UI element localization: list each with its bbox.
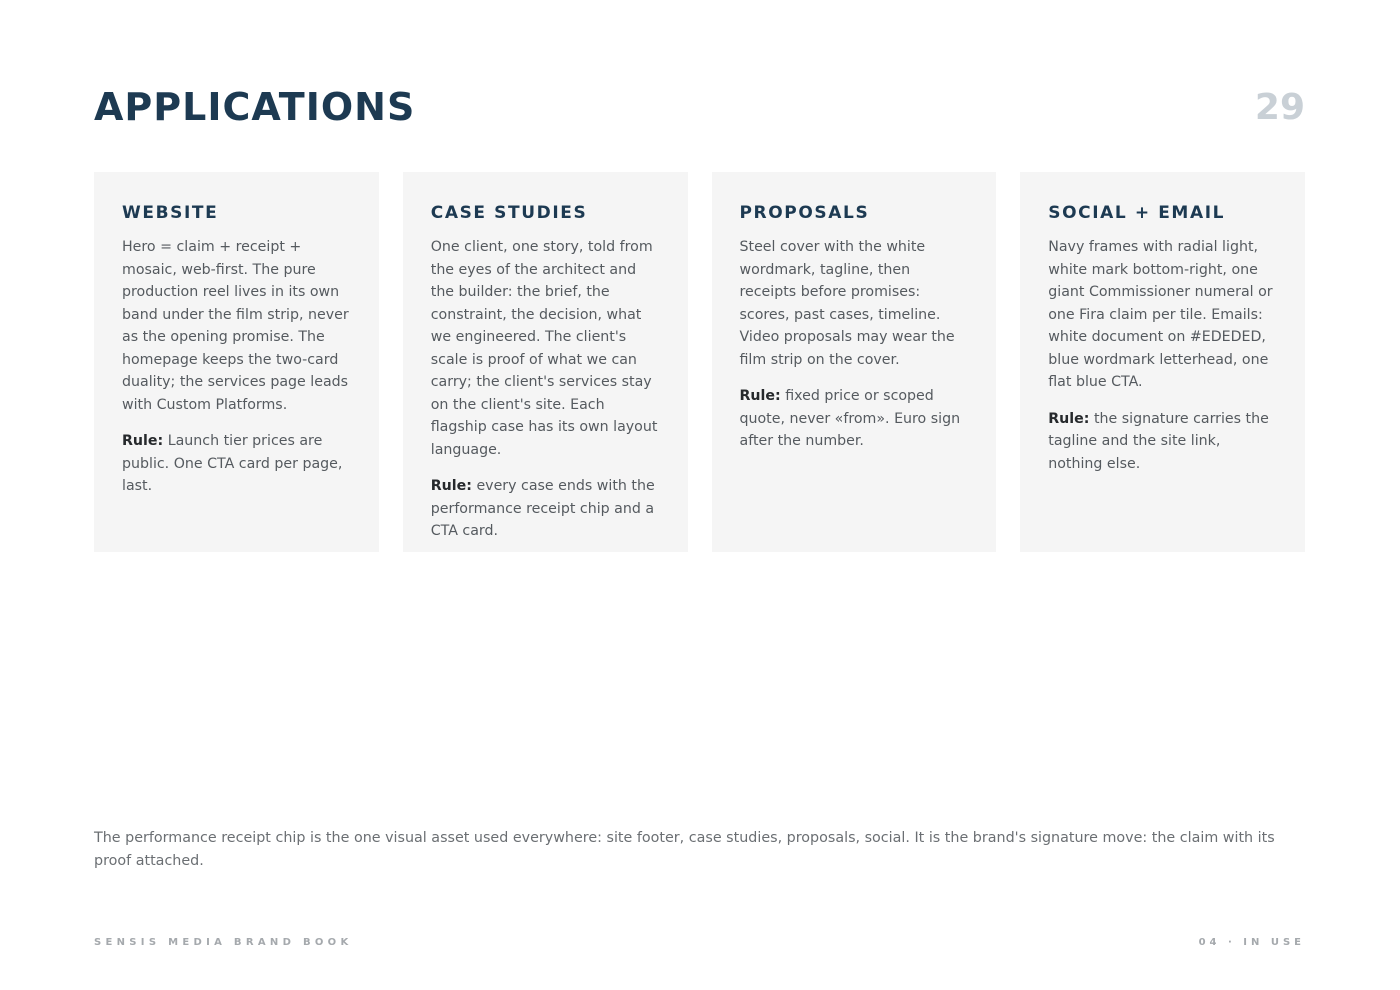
card-heading: SOCIAL + EMAIL (1048, 203, 1226, 223)
page-number: 29 (1254, 87, 1305, 128)
card-heading: WEBSITE (122, 203, 219, 223)
rule-text: the signature carries the tagline and the site link, nothing else. (1048, 410, 1269, 472)
card-proposals (712, 172, 997, 552)
card-body: Navy frames with radial light, white mark bottom-right, one giant Commissioner numeral or one Fira claim per tile. Emails: white document on #EDEDED, blue wordmark letterhead, one flat blue CTA. (1048, 239, 1273, 390)
card-rule (740, 385, 969, 453)
rule-text: fixed price or scoped quote, never «from». Euro sign after the number. (739, 388, 961, 449)
card-body: One client, one story, told from the eyes of the architect and the builder: the brief, the constraint, the decision, what we engineered. The client's scale is proof of what we can carry; the client's services stay on the client's site. Each flagship case has its own layout language. (430, 239, 658, 458)
card-rule (431, 475, 660, 543)
card-rule (1048, 408, 1277, 476)
card-rule (122, 430, 351, 498)
application-cards (94, 172, 1305, 552)
card-body: Hero = claim + receipt + mosaic, web-first. The pure production reel lives in its own band under the film strip, never as the opening promise. The homepage keeps the two-card duality; the services page leads with Custom Platforms. (122, 239, 349, 413)
footer-section: 04 · IN USE (1198, 937, 1305, 948)
rule-text: Launch tier prices are public. One CTA card per page, last. (122, 433, 343, 494)
card-social-email (1020, 172, 1305, 552)
rule-label: Rule: (1048, 410, 1090, 427)
card-heading: PROPOSALS (739, 203, 870, 223)
rule-label: Rule: (739, 388, 781, 404)
card-website (94, 172, 379, 552)
footnote: The performance receipt chip is the one visual asset used everywhere: site footer, case studies, proposals, social. It is the brand's signature move: the claim with its proof attached. (94, 830, 1275, 869)
footer-brand: SENSIS MEDIA BRAND BOOK (94, 937, 353, 948)
page-title: APPLICATIONS (94, 85, 416, 129)
card-body: Steel cover with the white wordmark, tagline, then receipts before promises: scores, past cases, timeline. Video proposals may wear the film strip on the cover. (739, 239, 955, 368)
rule-text: every case ends with the performance receipt chip and a CTA card. (430, 478, 655, 539)
card-case-studies (403, 172, 688, 552)
card-heading: CASE STUDIES (430, 203, 588, 223)
rule-label: Rule: (430, 478, 472, 494)
rule-label: Rule: (122, 433, 164, 449)
